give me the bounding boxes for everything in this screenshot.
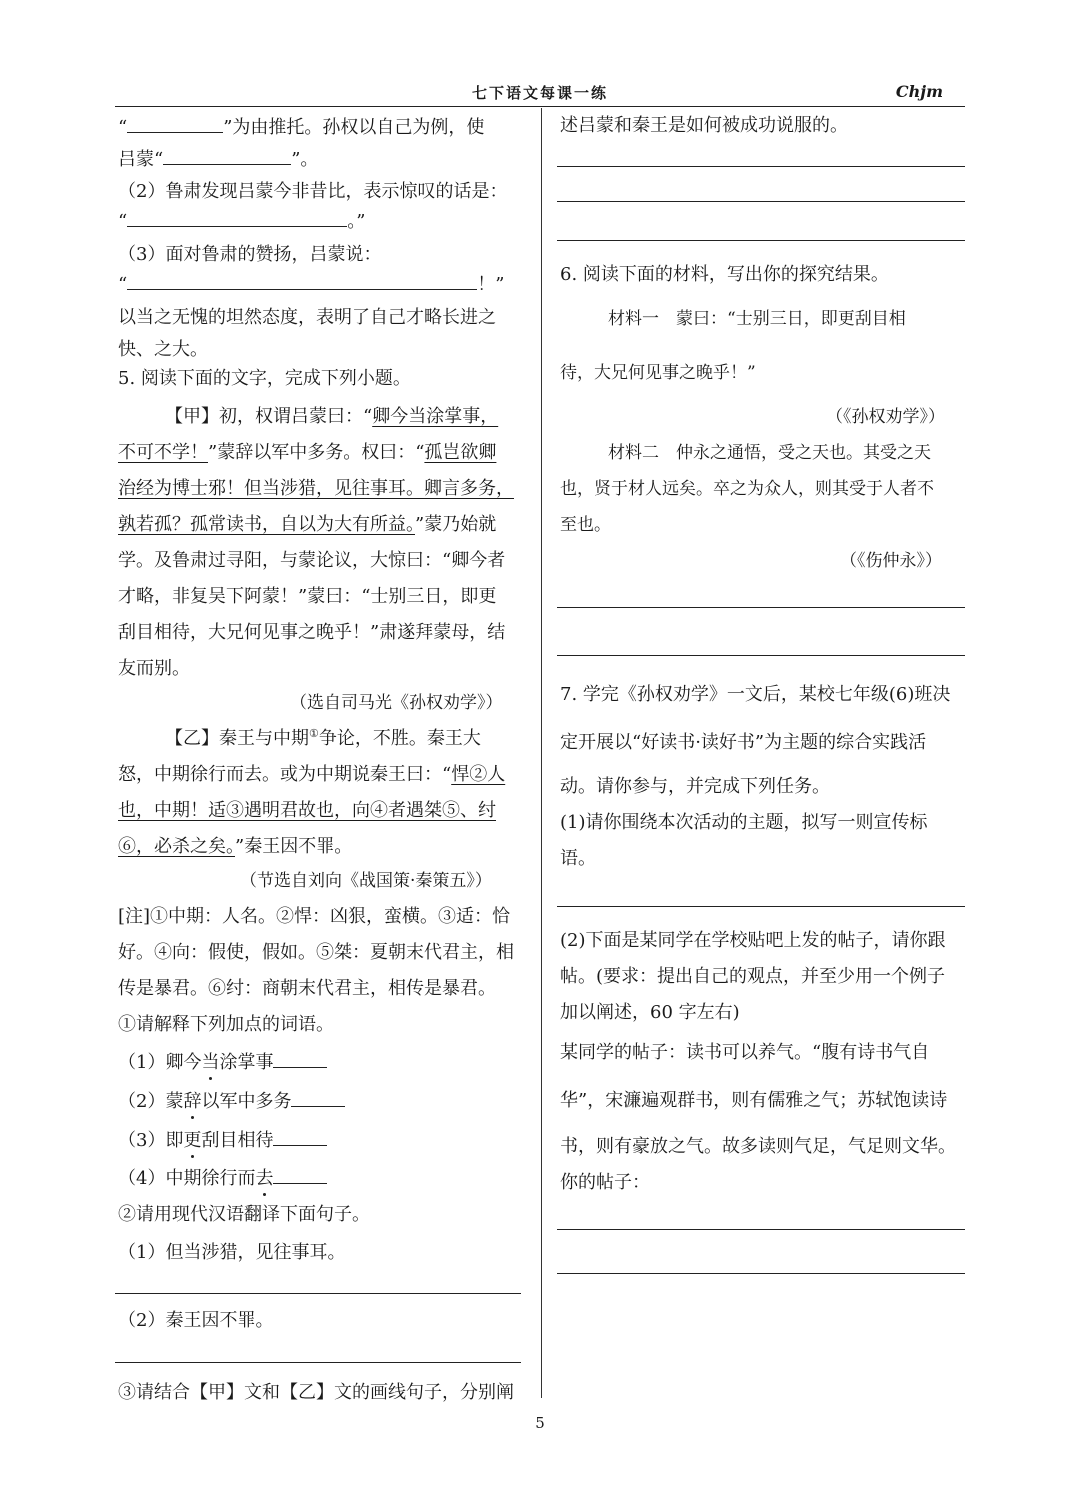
passage-jia-source: （选自司马光《孙权劝学》） bbox=[290, 693, 503, 713]
answer-line[interactable] bbox=[557, 201, 965, 202]
word-item: （2）蒙辞以军中多务 bbox=[118, 1087, 345, 1113]
answer-line[interactable] bbox=[557, 240, 965, 241]
translate-item: （1）但当涉猎，见往事耳。 bbox=[118, 1242, 346, 1263]
answer-line[interactable] bbox=[557, 1229, 965, 1230]
text-line: “ 。” bbox=[118, 211, 366, 232]
question-7-line: 7. 学完《孙权劝学》一文后，某校七年级(6)班决 bbox=[560, 684, 951, 705]
page-header bbox=[115, 80, 965, 107]
material-line: 材料二 仲永之通悟，受之天也。其受之天 bbox=[608, 443, 931, 463]
post-line: 某同学的帖子：读书可以养气。“腹有诗书气自 bbox=[560, 1042, 930, 1063]
task-2-line: 加以阐述，60 字左右) bbox=[560, 1002, 740, 1023]
passage-jia-line: 刮目相待，大兄何见事之晚乎！”肃遂拜蒙母，结 bbox=[118, 622, 506, 643]
answer-blank[interactable] bbox=[291, 1091, 345, 1107]
note-line: [注]①中期：人名。②悍：凶狠，蛮横。③适：恰 bbox=[118, 906, 511, 927]
translate-item: （2）秦王因不罪。 bbox=[118, 1310, 274, 1331]
passage-jia-line: 【甲】初，权谓吕蒙曰：“卿今当涂掌事， bbox=[165, 406, 499, 427]
header-title: 七下语文每课一练 bbox=[471, 84, 608, 102]
word-item: （3）即更刮目相待 bbox=[118, 1126, 327, 1152]
answer-line[interactable] bbox=[115, 1362, 521, 1363]
material-source: （《孙权劝学》） bbox=[826, 407, 945, 427]
answer-blank[interactable] bbox=[163, 149, 291, 165]
task-2-line: 帖。(要求：提出自己的观点，并至少用一个例子 bbox=[560, 966, 946, 987]
subquestion-3: ③请结合【甲】文和【乙】文的画线句子，分别阐 bbox=[118, 1382, 514, 1403]
text-line: 快、之大。 bbox=[118, 339, 208, 360]
material-line: 待，大兄何见事之晚乎！” bbox=[560, 363, 756, 383]
task-1-line: (1)请你围绕本次活动的主题，拟写一则宣传标 bbox=[560, 812, 928, 833]
material-source: （《伤仲永》） bbox=[840, 551, 942, 571]
text-line: 吕蒙“ ”。 bbox=[118, 149, 319, 170]
question-7-line: 定开展以“好读书·读好书”为主题的综合实践活 bbox=[560, 732, 927, 753]
passage-jia-line: 孰若孤？孤常读书，自以为大有所益。”蒙乃始就 bbox=[118, 514, 497, 535]
material-line: 也，贤于材人远矣。卒之为众人，则其受于人者不 bbox=[560, 479, 934, 499]
answer-line[interactable] bbox=[557, 906, 965, 907]
header-brand: Chjm bbox=[895, 82, 943, 101]
task-1-line: 语。 bbox=[560, 848, 596, 869]
text-line: “ ！” bbox=[118, 274, 505, 295]
answer-blank[interactable] bbox=[127, 274, 477, 290]
answer-line[interactable] bbox=[557, 607, 965, 608]
answer-blank[interactable] bbox=[273, 1168, 327, 1184]
passage-yi-line: 【乙】秦王与中期①争论，不胜。秦王大 bbox=[165, 727, 481, 749]
column-divider bbox=[541, 108, 542, 1398]
answer-line[interactable] bbox=[115, 1293, 521, 1294]
material-line: 材料一 蒙曰：“士别三日，即更刮目相 bbox=[608, 309, 906, 329]
answer-line[interactable] bbox=[557, 655, 965, 656]
answer-blank[interactable] bbox=[127, 211, 347, 227]
text-line: （2）鲁肃发现吕蒙今非昔比，表示惊叹的话是： bbox=[118, 181, 508, 202]
text-line: 述吕蒙和秦王是如何被成功说服的。 bbox=[560, 115, 848, 136]
passage-jia-line: 才略，非复吴下阿蒙！”蒙曰：“士别三日，即更 bbox=[118, 586, 497, 607]
answer-line[interactable] bbox=[557, 166, 965, 167]
passage-yi-line: 也，中期！适③遇明君故也，向④者遇桀⑤、纣 bbox=[118, 800, 496, 821]
word-item: （4）中期徐行而去 bbox=[118, 1164, 327, 1190]
page-number: 5 bbox=[535, 1414, 545, 1432]
question-7-line: 动。请你参与，并完成下列任务。 bbox=[560, 776, 830, 797]
note-line: 传是暴君。⑥纣：商朝末代君主，相传是暴君。 bbox=[118, 978, 496, 999]
passage-jia-line: 友而别。 bbox=[118, 658, 190, 679]
question-5-title: 5. 阅读下面的文字，完成下列小题。 bbox=[118, 368, 411, 389]
word-item: （1）卿今当涂掌事 bbox=[118, 1048, 327, 1074]
answer-blank[interactable] bbox=[273, 1130, 327, 1146]
subquestion-1: ①请解释下列加点的词语。 bbox=[118, 1014, 334, 1035]
passage-yi-source: （节选自刘向《战国策·秦策五》） bbox=[240, 871, 492, 891]
post-line: 你的帖子： bbox=[560, 1172, 650, 1193]
answer-blank[interactable] bbox=[273, 1052, 327, 1068]
answer-line[interactable] bbox=[557, 1273, 965, 1274]
subquestion-2: ②请用现代汉语翻译下面句子。 bbox=[118, 1204, 370, 1225]
post-line: 华”，宋濂遍观群书，则有儒雅之气；苏轼饱读诗 bbox=[560, 1090, 948, 1111]
text-line: （3）面对鲁肃的赞扬，吕蒙说： bbox=[118, 244, 382, 265]
passage-jia-line: 不可不学！”蒙辞以军中多务。权曰：“孤岂欲卿 bbox=[118, 442, 497, 463]
post-line: 书，则有豪放之气。故多读则气足，气足则文华。 bbox=[560, 1136, 956, 1157]
question-6-title: 6. 阅读下面的材料，写出你的探究结果。 bbox=[560, 264, 889, 285]
passage-yi-line: ⑥，必杀之矣。”秦王因不罪。 bbox=[118, 836, 353, 857]
text-line: “ ”为由推托。孙权以自己为例，使 bbox=[118, 117, 485, 138]
passage-yi-line: 怒，中期徐行而去。或为中期说秦王曰：“悍②人 bbox=[118, 764, 506, 785]
material-line: 至也。 bbox=[560, 515, 611, 535]
passage-jia-line: 治经为博士邪！但当涉猎，见往事耳。卿言多务， bbox=[118, 478, 514, 499]
passage-jia-line: 学。及鲁肃过寻阳，与蒙论议，大惊曰：“卿今者 bbox=[118, 550, 506, 571]
text-line: 以当之无愧的坦然态度，表明了自己才略长进之 bbox=[118, 307, 496, 328]
note-line: 好。④向：假使，假如。⑤桀：夏朝末代君主，相 bbox=[118, 942, 514, 963]
task-2-line: (2)下面是某同学在学校贴吧上发的帖子，请你跟 bbox=[560, 930, 946, 951]
answer-blank[interactable] bbox=[127, 117, 223, 133]
